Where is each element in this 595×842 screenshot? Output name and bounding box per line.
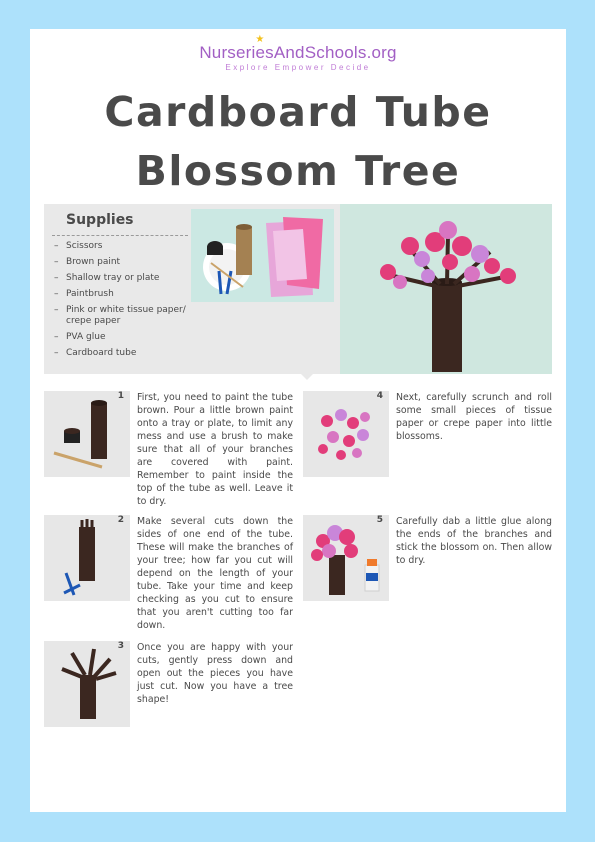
brand-tagline: Explore Empower Decide — [225, 63, 371, 72]
brand-name: NurseriesAndSchools.org — [199, 43, 397, 62]
supplies-photo — [191, 209, 334, 302]
step-1-photo — [44, 391, 130, 477]
step-4-number: 4 — [376, 391, 383, 401]
step-5-photo — [303, 515, 389, 601]
supplies-divider — [52, 235, 188, 236]
supply-item: – Paintbrush — [54, 289, 194, 300]
step-5-number: 5 — [376, 515, 383, 525]
step-2-text: Make several cuts down the sides of one end of the tube. These will make the branches of your tree; how far you cut will depend on the length of your tube. Take your time and keep checking as you cut to ensure that you aren't cutting too far down. — [137, 516, 293, 631]
section-pointer — [298, 371, 316, 380]
step-1-number: 1 — [117, 391, 124, 401]
activity-sheet — [30, 29, 566, 812]
supply-item: – Brown paint — [54, 257, 194, 268]
supply-item: – Pink or white tissue paper/ crepe paper — [54, 305, 194, 327]
step-3-photo — [44, 641, 130, 727]
step-3-number: 3 — [117, 641, 124, 651]
supplies-heading: Supplies — [66, 212, 134, 228]
step-3-text: Once you are happy with your cuts, gently press down and open out the pieces you have just cut. Now you have a tree shape! — [137, 642, 293, 705]
page-title-line-2: Blossom Tree — [135, 147, 461, 195]
page-title-line-1: Cardboard Tube — [104, 88, 492, 136]
star-icon: ★ — [255, 34, 265, 45]
supply-item: – Shallow tray or plate — [54, 273, 194, 284]
supplies-list — [54, 241, 194, 364]
step-4-text: Next, carefully scrunch and roll some small pieces of tissue paper or crepe paper into little blossoms. — [396, 392, 552, 442]
step-1-text: First, you need to paint the tube brown. Pour a little brown paint onto a tray or plate, to limit any mess and use a brush to make sure that all of your branches are covered with paint. Remember to paint inside the top of the tube as well. Leave it to dry. — [137, 392, 293, 507]
supply-item: – Cardboard tube — [54, 348, 194, 359]
step-2-number: 2 — [117, 515, 124, 525]
step-2-photo — [44, 515, 130, 601]
brand-logo[interactable] — [30, 34, 566, 72]
step-4-photo — [303, 391, 389, 477]
finished-tree-photo — [340, 204, 552, 374]
supply-item: – PVA glue — [54, 332, 194, 343]
supply-item: – Scissors — [54, 241, 194, 252]
step-5-text: Carefully dab a little glue along the ends of the branches and stick the blossom on. Then allow to dry. — [396, 516, 552, 566]
supplies-panel — [44, 204, 340, 374]
